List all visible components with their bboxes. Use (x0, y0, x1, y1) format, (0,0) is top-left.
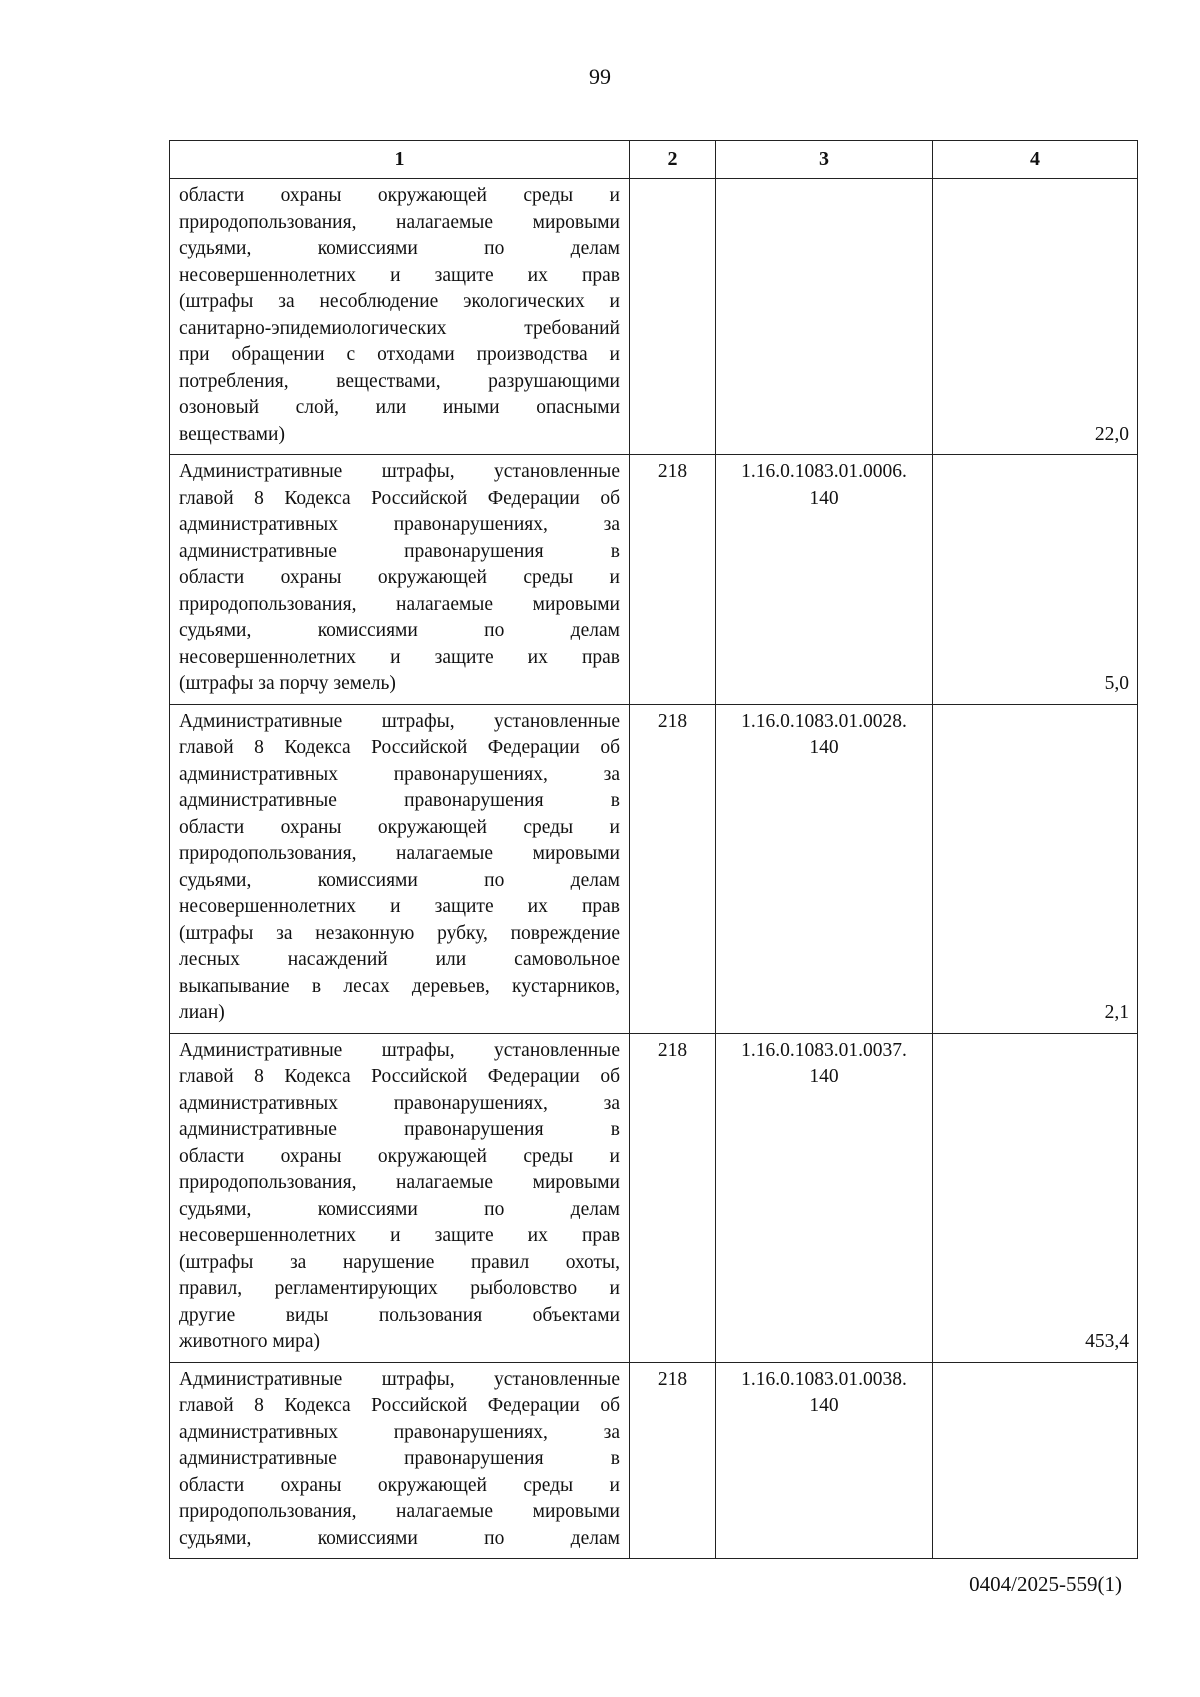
code-line-1: 1.16.0.1083.01.0038. (741, 1368, 907, 1390)
table-body (170, 179, 1138, 1559)
table-row (170, 179, 1138, 455)
name-line: области охраны окружающей среды и (179, 1145, 620, 1167)
document-code: 0404/2025-559(1) (969, 1572, 1122, 1596)
name-line: животного мира) (179, 1331, 320, 1352)
code-line-2: 140 (809, 487, 839, 509)
cell-amount (933, 704, 1138, 1033)
name-line: судьями, комиссиями по делам (179, 238, 620, 259)
header-col-1: 1 (170, 141, 630, 179)
name-line: (штрафы за несоблюдение экологических и (179, 291, 620, 312)
cell-revenue-name (170, 179, 630, 455)
name-line: области охраны окружающей среды и (179, 816, 620, 838)
name-line: административные правонарушения в (179, 790, 620, 811)
amount-value: 5,0 (1104, 673, 1129, 694)
name-line: судьями, комиссиями по делам (179, 620, 620, 641)
header-col-4: 4 (933, 141, 1138, 179)
name-line: (штрафы за нарушение правил охоты, (179, 1251, 620, 1273)
name-line: главой 8 Кодекса Российской Федерации об (179, 737, 620, 758)
table-row (170, 455, 1138, 705)
code-line-1: 1.16.0.1083.01.0037. (741, 1039, 907, 1061)
cell-classification-code (716, 1362, 933, 1559)
code-line-2: 140 (809, 1395, 839, 1416)
name-line: главой 8 Кодекса Российской Федерации об (179, 1066, 620, 1087)
name-line: Административные штрафы, установленные (179, 710, 620, 732)
cell-amount (933, 1033, 1138, 1362)
cell-revenue-name (170, 455, 630, 705)
name-line: (штрафы за незаконную рубку, повреждение (179, 922, 620, 944)
name-line: природопользования, налагаемые мировыми (179, 593, 620, 615)
name-line: области охраны окружающей среды и (179, 185, 620, 206)
cell-revenue-name (170, 1362, 630, 1559)
table-row (170, 704, 1138, 1033)
code-line-2: 140 (809, 1066, 839, 1087)
name-line: области охраны окружающей среды и (179, 1474, 620, 1496)
name-line: веществами) (179, 423, 285, 445)
name-line: природопользования, налагаемые мировыми (179, 1501, 620, 1522)
name-line: при обращении с отходами производства и (179, 344, 620, 365)
name-line: главой 8 Кодекса Российской Федерации об (179, 1395, 620, 1416)
cell-classification-code (716, 1033, 933, 1362)
code-line-1: 1.16.0.1083.01.0028. (741, 710, 907, 732)
name-line: судьями, комиссиями по делам (179, 869, 620, 891)
name-line: несовершеннолетних и защите их прав (179, 264, 620, 286)
name-line: природопользования, налагаемые мировыми (179, 211, 620, 233)
cell-classification-code (716, 179, 933, 455)
code-line-2: 140 (809, 737, 839, 758)
name-line: административных правонарушениях, за (179, 763, 620, 785)
name-line: правил, регламентирующих рыболовство и (179, 1278, 620, 1299)
name-line: лиан) (179, 1002, 225, 1023)
name-line: санитарно-эпидемиологических требований (179, 317, 620, 339)
name-line: судьями, комиссиями по делам (179, 1198, 620, 1220)
cell-amount (933, 179, 1138, 455)
name-line: Административные штрафы, установленные (179, 1039, 620, 1061)
cell-admin-code (630, 179, 716, 455)
cell-classification-code (716, 704, 933, 1033)
header-col-3: 3 (716, 141, 933, 179)
name-line: природопользования, налагаемые мировыми (179, 843, 620, 864)
code-line-1: 1.16.0.1083.01.0006. (741, 461, 907, 482)
amount-value: 453,4 (1085, 1331, 1129, 1352)
name-line: административные правонарушения в (179, 540, 620, 562)
amount-value: 22,0 (1094, 423, 1129, 445)
cell-admin-code: 218 (630, 704, 716, 1033)
cell-revenue-name (170, 704, 630, 1033)
page-number: 99 (589, 64, 611, 89)
name-line: административных правонарушениях, за (179, 514, 620, 535)
budget-table (169, 140, 1138, 1559)
cell-revenue-name (170, 1033, 630, 1362)
table-header (170, 141, 1138, 179)
name-line: (штрафы за порчу земель) (179, 673, 396, 694)
header-row (170, 141, 1138, 179)
name-line: природопользования, налагаемые мировыми (179, 1172, 620, 1193)
name-line: лесных насаждений или самовольное (179, 949, 620, 970)
name-line: судьями, комиссиями по делам (179, 1527, 620, 1549)
name-line: Административные штрафы, установленные (179, 1368, 620, 1390)
name-line: озоновый слой, или иными опасными (179, 397, 620, 418)
name-line: административные правонарушения в (179, 1119, 620, 1140)
name-line: другие виды пользования объектами (179, 1304, 620, 1326)
amount-value: 2,1 (1104, 1002, 1129, 1023)
cell-admin-code: 218 (630, 455, 716, 705)
name-line: административные правонарушения в (179, 1448, 620, 1469)
cell-admin-code: 218 (630, 1033, 716, 1362)
name-line: административных правонарушениях, за (179, 1421, 620, 1443)
name-line: Административные штрафы, установленные (179, 461, 620, 482)
table-row (170, 1033, 1138, 1362)
cell-amount (933, 455, 1138, 705)
cell-amount (933, 1362, 1138, 1559)
name-line: области охраны окружающей среды и (179, 567, 620, 588)
header-col-2: 2 (630, 141, 716, 179)
name-line: несовершеннолетних и защите их прав (179, 646, 620, 668)
name-line: административных правонарушениях, за (179, 1092, 620, 1114)
cell-admin-code: 218 (630, 1362, 716, 1559)
name-line: несовершеннолетних и защите их прав (179, 896, 620, 917)
name-line: главой 8 Кодекса Российской Федерации об (179, 487, 620, 509)
table-row (170, 1362, 1138, 1559)
name-line: несовершеннолетних и защите их прав (179, 1225, 620, 1246)
name-line: потребления, веществами, разрушающими (179, 370, 620, 392)
cell-classification-code (716, 455, 933, 705)
name-line: выкапывание в лесах деревьев, кустарников, (179, 975, 620, 997)
